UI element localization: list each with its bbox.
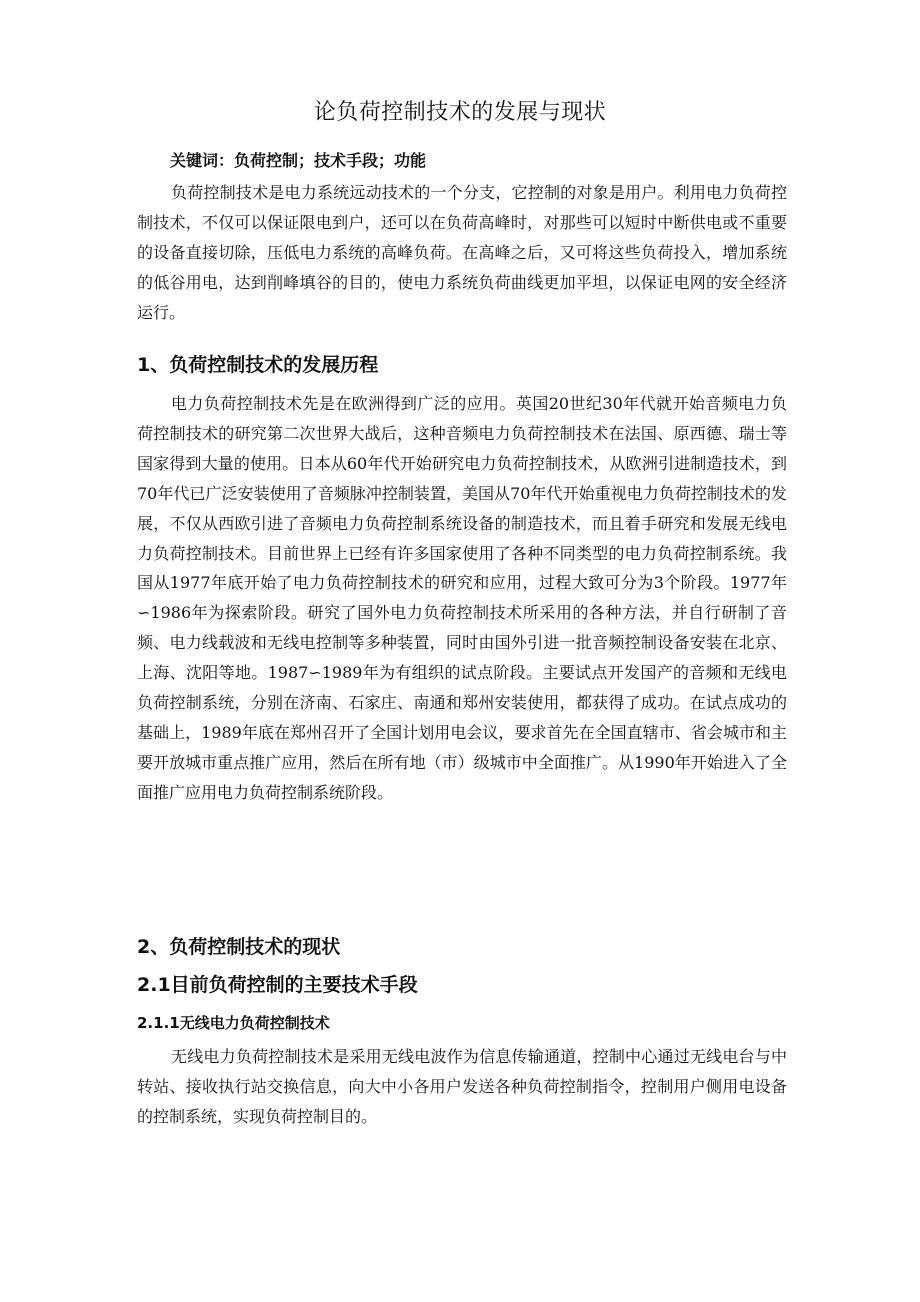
intro-paragraph: 负荷控制技术是电力系统远动技术的一个分支，它控制的对象是用户。利用电力负荷控制技术，不仅可以保证限电到户，还可以在负荷高峰时，对那些可以短时中断供电或不重要的设备直接切除，压低电力系统的高峰负荷。在高峰之后，又可将这些负荷投入，增加系统的低谷用电，达到削峰填谷的目的，使电力系统负荷曲线更加平坦，以保证电网的安全经济运行。	[137, 183, 787, 322]
section-1-heading: 1、负荷控制技术的发展历程	[137, 354, 379, 376]
section-2-1-1-paragraph: 无线电力负荷控制技术是采用无线电波作为信息传输通道，控制中心通过无线电台与中转站、接收执行站交换信息，向大中小各用户发送各种负荷控制指令，控制用户侧用电设备的控制系统，实现负荷控制目的。	[137, 1047, 787, 1126]
document-title: 论负荷控制技术的发展与现状	[313, 100, 607, 125]
keywords-line: 关键词：负荷控制；技术手段；功能	[170, 151, 427, 170]
section-2-heading: 2、负荷控制技术的现状	[137, 936, 341, 958]
section-2-1-1-heading: 2.1.1无线电力负荷控制技术	[137, 1014, 330, 1032]
section-2-1-heading: 2.1目前负荷控制的主要技术手段	[137, 974, 418, 996]
section-1-paragraph: 电力负荷控制技术先是在欧洲得到广泛的应用。英国20世纪30年代就开始音频电力负荷控制技术的研究第二次世界大战后，这种音频电力负荷控制技术在法国、原西德、瑞士等国家得到大量的使用。日本从60年代开始研究电力负荷控制技术，从欧洲引进制造技术，到70年代已广泛安装使用了音频脉冲控制装置，美国从70年代开始重视电力负荷控制技术的发展，不仅从西欧引进了音频电力负荷控制系统设备的制造技术，而且着手研究和发展无线电力负荷控制技术。目前世界上已经有许多国家使用了各种不同类型的电力负荷控制系统。我国从1977年底开始了电力负荷控制技术的研究和应用，过程大致可分为3个阶段。1977年∽1986年为探索阶段。研究了国外电力负荷控制技术所采用的各种方法，并自行研制了音频、电力线载波和无线电控制等多种装置，同时由国外引进一批音频控制设备安装在北京、上海、沈阳等地。1987∽1989年为有组织的试点阶段。主要试点开发国产的音频和无线电负荷控制系统，分别在济南、石家庄、南通和郑州安装使用，都获得了成功。在试点成功的基础上，1989年底在郑州召开了全国计划用电会议，要求首先在全国直辖市、省会城市和主要开放城市重点推广应用，然后在所有地（市）级城市中全面推广。从1990年开始进入了全面推广应用电力负荷控制系统阶段。	[137, 394, 787, 802]
